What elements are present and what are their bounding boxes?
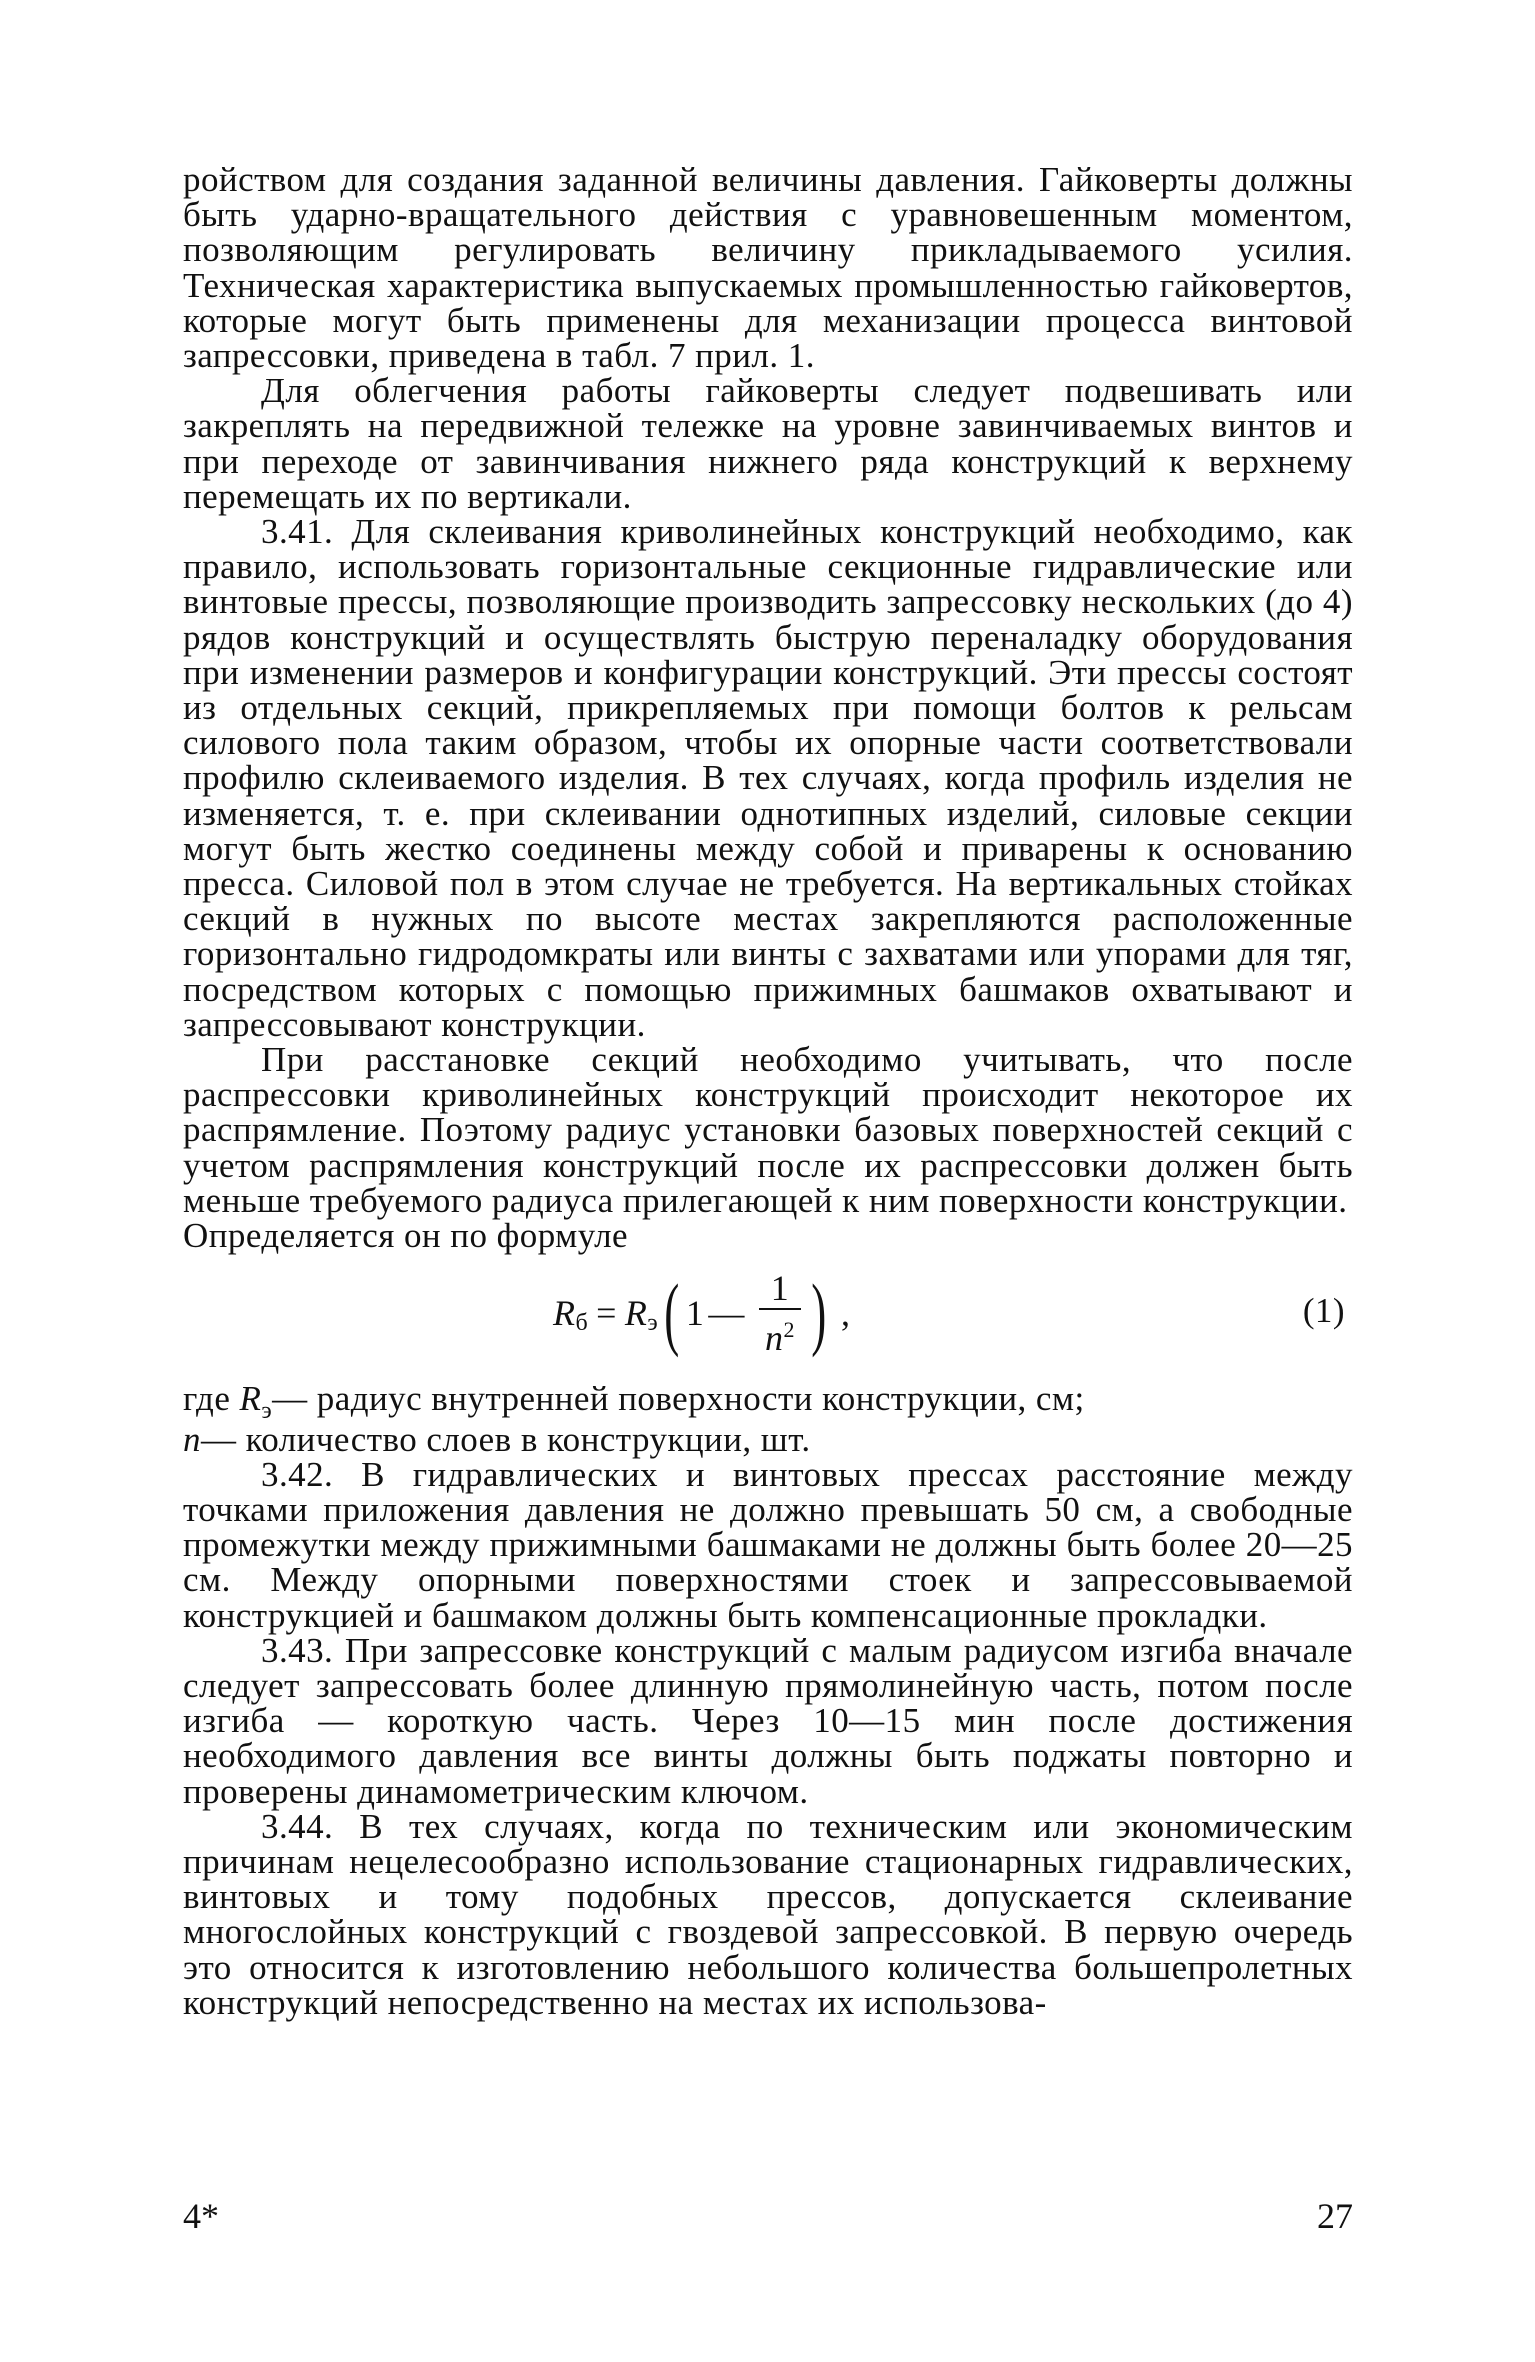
- formula-exponent: 2: [783, 1317, 795, 1343]
- formula-equals: =: [596, 1292, 617, 1333]
- formula-lhs-subscript: б: [575, 1309, 589, 1336]
- formula-minus: —: [708, 1292, 745, 1333]
- formula-comma: ,: [841, 1292, 851, 1333]
- where-line-2: [183, 1419, 1353, 1459]
- formula-denominator-var: n: [765, 1318, 784, 1359]
- formula-numerator: 1: [759, 1268, 801, 1310]
- where-var2: n: [183, 1419, 201, 1459]
- where-line-1: [183, 1379, 1353, 1425]
- where-word: где: [183, 1379, 231, 1419]
- paragraph-formula-intro: Определяется он по формуле: [183, 1216, 629, 1256]
- paragraph-continuation: ройством для создания заданной величины давления. Гайковерты должны быть ударно-вращательного действия с уравновешенным моментом, позволяющим регулировать величину прикладываемого усилия. Техническая характеристика выпускаемых промышленностью гайковертов, которые могут быть применены для механизации процесса винтовой запрессовки, приведена в табл. 7 прил. 1.: [183, 160, 1353, 376]
- signature-mark: 4*: [183, 2196, 219, 2236]
- paragraph-3-44: 3.44. В тех случаях, когда по техническим или экономическим причинам нецелесообразно использование стационарных гидравлических, винтовых и тому подобных прессов, допускается склеивание многослойных конструкций с гвоздевой запрессовкой. В первую очередь это относится к изготовлению небольшого количества большепролетных конструкций непосредственно на местах их использова-: [183, 1806, 1353, 2022]
- page-number: 27: [1317, 2196, 1353, 2236]
- formula-rhs-subscript: э: [647, 1309, 659, 1336]
- formula-open-paren: (: [664, 1267, 680, 1359]
- where-desc2: — количество слоев в конструкции, шт.: [200, 1419, 811, 1459]
- paragraph-3-43: 3.43. При запрессовке конструкций с малым радиусом изгиба вначале следует запрессовать более длинную прямолинейную часть, потом после изгиба — короткую часть. Через 10—15 мин после достижения необходимого давления все винты должны быть поджаты повторно и проверены динамометрическим ключом.: [183, 1630, 1353, 1811]
- formula-close-paren: ): [811, 1267, 827, 1359]
- formula-denominator: [765, 1310, 795, 1358]
- formula-one: 1: [685, 1292, 705, 1333]
- paragraph-nutrunner-mounting: Для облегчения работы гайковерты следует подвешивать или закреплять на передвижной тележке на уровне завинчиваемых винтов и при переходе от завинчивания нижнего ряда конструкций к верхнему перемещать их по вертикали.: [183, 371, 1353, 516]
- formula-lhs: R: [553, 1292, 576, 1333]
- where-var1-symbol: R: [239, 1379, 262, 1419]
- where-var1: [239, 1379, 273, 1425]
- formula-rhs: R: [624, 1292, 648, 1333]
- formula-expression: [553, 1265, 850, 1361]
- where-var1-subscript: э: [261, 1398, 273, 1425]
- paragraph-3-41: 3.41. Для склеивания криволинейных конструкций необходимо, как правило, использовать горизонтальные секционные гидравлические или винтовые прессы, позволяющие производить запрессовку нескольких (до 4) рядов конструкций и осуществлять быструю переналадку оборудования при изменении размеров и конфигурации конструкций. Эти прессы состоят из отдельных секций, прикрепляемых при помощи болтов к рельсам силового пола таким образом, чтобы их опорные части соответствовали профилю склеиваемого изделия. В тех случаях, когда профиль изделия не изменяется, т. е. при склеивании однотипных изделий, силовые секции могут быть жестко соединены между собой и приварены к основанию пресса. Силовой пол в этом случае не требуется. На вертикальных стойках секций в нужных по высоте местах закрепляются расположенные горизонтально гидродомкраты или винты с захватами или упорами для тяг, посредством которых с помощью прижимных башмаков охватывают и запрессовывают конструкции.: [183, 512, 1353, 1044]
- formula-fraction: [759, 1268, 801, 1358]
- formula-1: [183, 1257, 1353, 1367]
- paragraph-section-placement: При расстановке секций необходимо учитывать, что после распрессовки криволинейных конструкций происходит некоторое их распрямление. Поэтому радиус установки базовых поверхностей секций с учетом распрямления конструкций после их распрессовки должен быть меньше требуемого радиуса прилегающей к ним поверхности конструкции.: [183, 1040, 1353, 1220]
- formula-number: (1): [1302, 1291, 1345, 1331]
- where-desc1: — радиус внутренней поверхности конструкции, см;: [272, 1379, 1085, 1419]
- body-text: [183, 162, 1353, 2020]
- paragraph-3-42: 3.42. В гидравлических и винтовых прессах расстояние между точками приложения давления не должно превышать 50 см, а свободные промежутки между прижимными башмаками не должны быть более 20—25 см. Между опорными поверхностями стоек и запрессовываемой конструкцией и башмаком должны быть компенсационные прокладки.: [183, 1454, 1353, 1635]
